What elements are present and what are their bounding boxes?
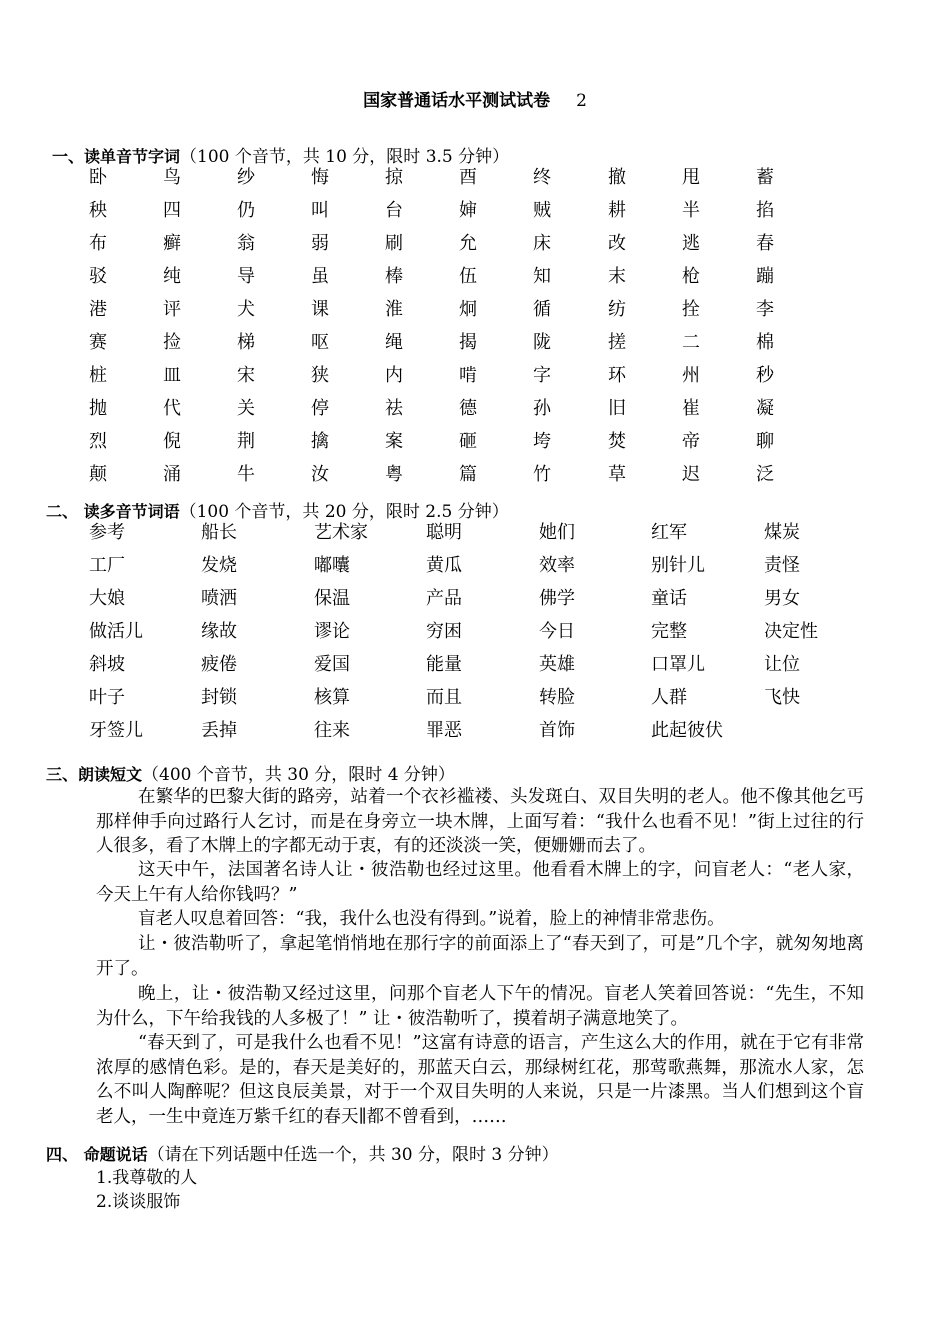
char-cell: 导 [237, 266, 255, 287]
char-cell: 床 [533, 233, 551, 254]
word-cell: 效率 [539, 555, 575, 576]
section2-note: （100 个音节，共 20 分，限时 2.5 分钟） [179, 502, 509, 522]
char-cell: 循 [533, 299, 551, 320]
char-cell: 逃 [682, 233, 700, 254]
section2-heading-text: 二、 读多音节词语 [46, 502, 180, 521]
word-cell: 红军 [651, 522, 687, 543]
char-row [0, 265, 950, 298]
char-cell: 悔 [311, 167, 329, 188]
char-cell: 布 [89, 233, 107, 254]
word-cell: 转脸 [539, 687, 575, 708]
char-cell: 草 [608, 464, 626, 485]
word-cell: 完整 [651, 621, 687, 642]
title-number: 2 [576, 91, 587, 111]
char-cell: 棒 [385, 266, 403, 287]
section1-heading-text: 一、读单音节字词 [52, 147, 181, 166]
reading-paragraph: 这天中午，法国著名诗人让・彼浩勒也经过这里。他看看木牌上的字，问盲老人：“老人家，今天上午有人给你钱吗？” [96, 860, 864, 905]
char-cell: 字 [533, 365, 551, 386]
word-cell: 产品 [426, 588, 462, 609]
char-cell: 州 [682, 365, 700, 386]
reading-paragraph: 盲老人叹息着回答：“我，我什么也没有得到。”说着，脸上的神情非常悲伤。 [138, 909, 725, 929]
char-cell: 啃 [459, 365, 477, 386]
title-text: 国家普通话水平测试试卷 [363, 91, 551, 111]
char-cell: 二 [682, 332, 700, 353]
char-cell: 代 [163, 398, 181, 419]
char-cell: 粤 [385, 464, 403, 485]
char-cell: 港 [89, 299, 107, 320]
word-cell: 童话 [651, 588, 687, 609]
char-cell: 聊 [756, 431, 774, 452]
topic-item: 2.谈谈服饰 [96, 1192, 181, 1212]
char-cell: 环 [608, 365, 626, 386]
page-title [0, 86, 950, 111]
char-cell: 停 [311, 398, 329, 419]
char-cell: 绳 [385, 332, 403, 353]
char-cell: 课 [311, 299, 329, 320]
char-cell: 台 [385, 200, 403, 221]
word-cell: 丢掉 [201, 720, 237, 741]
char-cell: 呕 [311, 332, 329, 353]
word-cell: 艺术家 [314, 522, 368, 543]
char-cell: 仍 [237, 200, 255, 221]
word-cell: 疲倦 [201, 654, 237, 675]
word-row [0, 554, 950, 587]
word-cell: 发烧 [201, 555, 237, 576]
word-cell: 责怪 [764, 555, 800, 576]
char-row [0, 199, 950, 232]
char-cell: 甩 [682, 167, 700, 188]
section4-heading [46, 1140, 559, 1165]
char-cell: 梯 [237, 332, 255, 353]
word-cell: 穷困 [426, 621, 462, 642]
word-cell: 她们 [539, 522, 575, 543]
char-cell: 蹦 [756, 266, 774, 287]
word-row [0, 587, 950, 620]
section1-heading [52, 142, 509, 167]
word-cell: 能量 [426, 654, 462, 675]
word-cell: 爱国 [314, 654, 350, 675]
char-cell: 荆 [237, 431, 255, 452]
char-cell: 半 [682, 200, 700, 221]
char-cell: 汝 [311, 464, 329, 485]
char-cell: 秒 [756, 365, 774, 386]
char-cell: 砸 [459, 431, 477, 452]
char-cell: 焚 [608, 431, 626, 452]
char-row [0, 331, 950, 364]
char-row [0, 463, 950, 496]
char-cell: 德 [459, 398, 477, 419]
word-cell: 牙签儿 [89, 720, 143, 741]
char-cell: 孙 [533, 398, 551, 419]
char-cell: 四 [163, 200, 181, 221]
char-cell: 揭 [459, 332, 477, 353]
char-cell: 烈 [89, 431, 107, 452]
char-cell: 淮 [385, 299, 403, 320]
section3-note: （400 个音节，共 30 分，限时 4 分钟） [142, 765, 455, 785]
char-cell: 皿 [163, 365, 181, 386]
section3-heading-text: 三、朗读短文 [46, 765, 143, 784]
word-cell: 谬论 [314, 621, 350, 642]
char-cell: 掐 [756, 200, 774, 221]
char-row [0, 232, 950, 265]
char-cell: 犬 [237, 299, 255, 320]
word-cell: 佛学 [539, 588, 575, 609]
char-cell: 纯 [163, 266, 181, 287]
char-cell: 崔 [682, 398, 700, 419]
char-cell: 李 [756, 299, 774, 320]
char-cell: 撤 [608, 167, 626, 188]
word-cell: 往来 [314, 720, 350, 741]
char-cell: 狭 [311, 365, 329, 386]
reading-paragraph: “春天到了，可是我什么也看不见！”这富有诗意的语言，产生这么大的作用，就在于它有非常浓厚的感情色彩。是的，春天是美好的，那蓝天白云，那绿树红花，那莺歌燕舞，那流水人家，怎么不叫人陶醉呢？但这良辰美景，对于一个双目失明的人来说，只是一片漆黑。当人们想到这个盲老人，一生中竟连万紫千红的春天∥都不曾看到，…… [96, 1033, 864, 1127]
section4-note: （请在下列话题中任选一个，共 30 分，限时 3 分钟） [147, 1145, 559, 1165]
char-cell: 卧 [89, 167, 107, 188]
char-cell: 桩 [89, 365, 107, 386]
char-cell: 婶 [459, 200, 477, 221]
word-cell: 核算 [314, 687, 350, 708]
char-cell: 刷 [385, 233, 403, 254]
word-row [0, 686, 950, 719]
char-cell: 竹 [533, 464, 551, 485]
word-cell: 聪明 [426, 522, 462, 543]
char-cell: 案 [385, 431, 403, 452]
char-cell: 春 [756, 233, 774, 254]
char-cell: 祛 [385, 398, 403, 419]
char-row [0, 397, 950, 430]
word-cell: 喷洒 [201, 588, 237, 609]
char-cell: 旧 [608, 398, 626, 419]
char-cell: 拴 [682, 299, 700, 320]
char-cell: 牛 [237, 464, 255, 485]
char-cell: 允 [459, 233, 477, 254]
char-cell: 评 [163, 299, 181, 320]
char-cell: 驳 [89, 266, 107, 287]
word-cell: 让位 [764, 654, 800, 675]
word-cell: 英雄 [539, 654, 575, 675]
char-cell: 炯 [459, 299, 477, 320]
char-cell: 酉 [459, 167, 477, 188]
char-cell: 终 [533, 167, 551, 188]
char-cell: 纺 [608, 299, 626, 320]
char-cell: 倪 [163, 431, 181, 452]
char-cell: 帝 [682, 431, 700, 452]
word-cell: 黄瓜 [426, 555, 462, 576]
word-cell: 大娘 [89, 588, 125, 609]
char-cell: 捡 [163, 332, 181, 353]
char-cell: 叫 [311, 200, 329, 221]
word-cell: 叶子 [89, 687, 125, 708]
word-cell: 首饰 [539, 720, 575, 741]
word-cell: 船长 [201, 522, 237, 543]
char-cell: 癣 [163, 233, 181, 254]
char-row [0, 430, 950, 463]
char-cell: 耕 [608, 200, 626, 221]
char-cell: 搓 [608, 332, 626, 353]
char-cell: 内 [385, 365, 403, 386]
word-cell: 口罩儿 [651, 654, 705, 675]
char-cell: 弱 [311, 233, 329, 254]
section3-heading [46, 760, 455, 785]
char-cell: 纱 [237, 167, 255, 188]
reading-paragraph: 让・彼浩勒听了，拿起笔悄悄地在那行字的前面添上了“春天到了，可是”几个字，就匆匆地离开了。 [96, 934, 864, 979]
char-cell: 翁 [237, 233, 255, 254]
char-cell: 颠 [89, 464, 107, 485]
char-cell: 擒 [311, 431, 329, 452]
char-row [0, 364, 950, 397]
word-cell: 男女 [764, 588, 800, 609]
word-cell: 罪恶 [426, 720, 462, 741]
word-cell: 封锁 [201, 687, 237, 708]
char-cell: 秧 [89, 200, 107, 221]
char-cell: 抛 [89, 398, 107, 419]
char-cell: 伍 [459, 266, 477, 287]
word-cell: 嘟囔 [314, 555, 350, 576]
char-cell: 垮 [533, 431, 551, 452]
topic-item: 1.我尊敬的人 [96, 1168, 198, 1188]
char-cell: 陇 [533, 332, 551, 353]
char-cell: 鸟 [163, 167, 181, 188]
word-cell: 保温 [314, 588, 350, 609]
word-cell: 斜坡 [89, 654, 125, 675]
reading-paragraph: 在繁华的巴黎大街的路旁，站着一个衣衫褴褛、头发斑白、双目失明的老人。他不像其他乞丐那样伸手向过路行人乞讨，而是在身旁立一块木牌，上面写着：“我什么也看不见！”街上过往的行人很多，看了木牌上的字都无动于衷，有的还淡淡一笑，便姗姗而去了。 [96, 787, 864, 856]
reading-paragraph: 晚上，让・彼浩勒又经过这里，问那个盲老人下午的情况。盲老人笑着回答说：“先生，不知为什么，下午给我钱的人多极了！” 让・彼浩勒听了，摸着胡子满意地笑了。 [96, 984, 864, 1029]
char-cell: 赛 [89, 332, 107, 353]
char-row [0, 298, 950, 331]
char-cell: 蓄 [756, 167, 774, 188]
word-row [0, 521, 950, 554]
char-row [0, 166, 950, 199]
word-cell: 飞快 [764, 687, 800, 708]
char-cell: 改 [608, 233, 626, 254]
word-cell: 煤炭 [764, 522, 800, 543]
word-row [0, 653, 950, 686]
char-cell: 涌 [163, 464, 181, 485]
char-cell: 泛 [756, 464, 774, 485]
word-row [0, 719, 950, 752]
char-cell: 关 [237, 398, 255, 419]
word-cell: 而且 [426, 687, 462, 708]
section1-note: （100 个音节，共 10 分，限时 3.5 分钟） [180, 147, 510, 167]
word-cell: 别针儿 [651, 555, 705, 576]
char-cell: 末 [608, 266, 626, 287]
word-cell: 决定性 [764, 621, 818, 642]
char-cell: 掠 [385, 167, 403, 188]
word-cell: 工厂 [89, 555, 125, 576]
section2-heading [46, 497, 509, 522]
word-cell: 人群 [651, 687, 687, 708]
char-cell: 知 [533, 266, 551, 287]
word-cell: 做活儿 [89, 621, 143, 642]
word-cell: 参考 [89, 522, 125, 543]
char-cell: 棉 [756, 332, 774, 353]
word-cell: 此起彼伏 [651, 720, 723, 741]
char-cell: 篇 [459, 464, 477, 485]
char-cell: 迟 [682, 464, 700, 485]
char-cell: 枪 [682, 266, 700, 287]
section4-heading-text: 四、 命题说话 [46, 1145, 148, 1164]
char-cell: 虽 [311, 266, 329, 287]
word-row [0, 620, 950, 653]
word-cell: 缘故 [201, 621, 237, 642]
char-cell: 凝 [756, 398, 774, 419]
word-cell: 今日 [539, 621, 575, 642]
char-cell: 宋 [237, 365, 255, 386]
char-cell: 贼 [533, 200, 551, 221]
